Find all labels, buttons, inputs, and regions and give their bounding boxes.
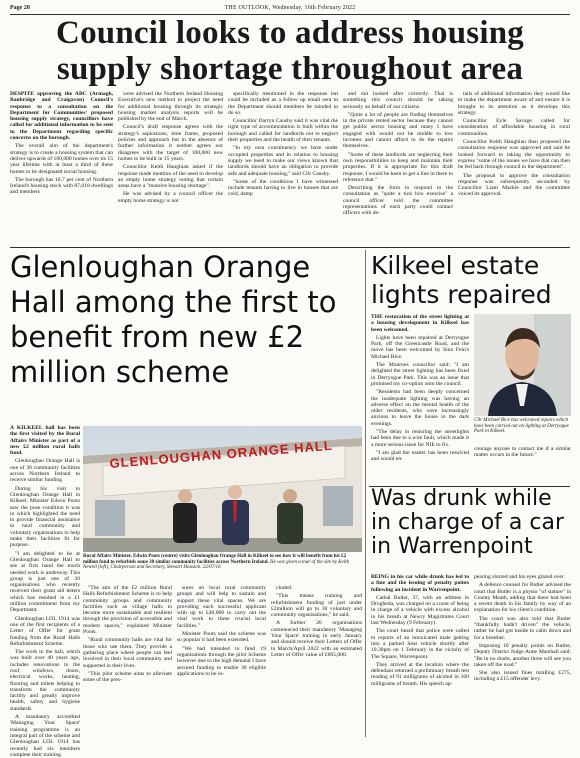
paragraph: Councillor Keith Haughian then proposed the consultation response was approved and said he looked forward to taking the opportunity to express "some of the issues we have that can then be fed back through council to the department". <box>458 139 570 171</box>
paragraph: "In my own constituency we have under occupied properties and in relation to housing supply we need to make our views known that landlords should have an obligation to provide safe and adequate housing," said Cllr Causby. <box>228 145 338 177</box>
paragraph: sures on local rural community groups and will help to sustain and support these vital spaces. We are providing each successful applicant with up to £40,000 to carry out the vital work to these crucial local facilities." <box>177 585 266 629</box>
page-number: Page 28 <box>10 5 30 11</box>
orange-hall-caption <box>83 554 362 582</box>
paragraph: "Some of these landlords are neglecting their own responsibilities to keep and maintain their properties. If it is appropriate for this draft response, I would be keen to get a line in there to reference that." <box>343 151 453 183</box>
paragraph: Glenloughan LOL 1914 was one of the first recipients of a Letter of Offer for grant funding from the Rural Halls Refurbishment Scheme. <box>10 615 80 647</box>
orange-hall-lede: A KILKEEL hall has been the first visited by the Rural Affairs Minister as part of a new £2 million rural halls fund. <box>10 425 80 457</box>
main-story-col-1 <box>10 91 113 245</box>
paragraph: "This pilot scheme aims to alleviate some of the pres- <box>83 670 172 684</box>
orange-hall-headline: Glenloughan Orange Hall among the first to benefit from new £2 million scheme <box>10 250 337 389</box>
orange-hall-col-2 <box>83 585 172 733</box>
section-divider <box>10 247 570 248</box>
hall-sign-text: GLENLOUGHAN ORANGE HALL <box>109 437 334 471</box>
paragraph: "The delay in restoring the streetlights had been due to a wire fault, which made it a more serious issue for NIE to fix. <box>371 429 469 448</box>
paragraph: "I am delighted to be at Glenloughan Orange Hall to see at first hand the much needed work is underway. This group is just one of 30 organisations who recently received their grant aid letters which has resulted in a £1 million commitment from my Department. <box>10 550 80 614</box>
kilkeel-caption: Cllr Michael Rice has welcomed repairs which have been carried out on lighting at Derryogue Park in Kilkeel. <box>474 418 569 435</box>
paragraph: and not looked after correctly. That is something this council should be taking seriously on behalf of our citizens. <box>343 91 453 110</box>
paragraph: Describing the form to respond to the consultation as "quite a tick box exercise" a council officer told the committee representations of each party could contact officers with de- <box>343 185 453 217</box>
main-story-col-5 <box>458 91 570 245</box>
kilkeel-col-1 <box>371 314 469 484</box>
paragraph: They arrived at the location where the defendant returned a preliminary breath test reading of 91 milligrams of alcohol in 100 milligrams of breath. His speech ap- <box>371 661 470 687</box>
warrenpoint-col-2 <box>474 574 571 733</box>
orange-hall-photo <box>83 426 362 552</box>
paragraph: "We had intended to fund 19 organisations through the pilot Scheme however due to the high demand I have secured funding to enable 30 eligible applications to be in- <box>177 645 266 677</box>
warrenpoint-headline: Was drunk while in charge of a car in Warrenpoint <box>371 486 565 559</box>
main-story-col-4 <box>343 91 453 245</box>
page-header <box>10 3 570 13</box>
paragraph: cluded. <box>276 585 293 591</box>
paragraph: The overall aim of the department's strategy is to create a housing system that can deliver upwards of 100,000 homes over its 15 year lifetime with at least a third of these homes to be designated social housing. <box>10 143 113 175</box>
paragraph: "Some of the conditions I have witnessed include tenants having to live in houses that are cold, damp <box>228 178 338 198</box>
paragraph: "Rural community halls are vital for those who use them. They provide a gathering place where people can feel involved in their local community and supported in their lives. <box>83 637 172 669</box>
paragraph: pearing slurred and his eyes glazed over. <box>474 574 565 580</box>
paragraph: were advised the Northern Ireland Housing Executive's new method to project the need for additional housing through its strategic housing market analysis reports will be published by the end of March. <box>118 91 223 123</box>
paragraph: The Mournes councillor said: "I am delighted the street lighting has been fixed in Derryogue Park. This was an issue that promised my co-option onto the council. <box>371 362 469 387</box>
paragraph: A mandatory accredited 'Managing Your Space' training programme is an integral part of the scheme and Glenloughan LOL 1914 has recently had six members complete their training. <box>10 714 80 758</box>
paragraph: "I am glad the matter has been resolved and would en- <box>371 449 469 463</box>
paragraph: The work to the hall, which was built over 40 years ago, includes renovations to the roof, windows, doors, electrical works, heating, flooring and toilets helping to transform the community facility and greatly improve health, safety and hygiene standards. <box>10 649 80 712</box>
paragraph: She also issued fines totalling £275, including a £15 offender levy. <box>474 670 571 683</box>
main-lede: DESPITE approving the ABC (Armagh, Banbridge and Craigavon) Council's response to a consultation on the Department for Communities' proposed housing supply strategy, councillors have called for additional information to be sent to the Department regarding specific concerns on the borough. <box>10 91 113 142</box>
paragraph: Imposing 10 penalty points on Butler, Deputy District Judge Anne Marshall said: "Be in no doubt, another three will see you taken off the road." <box>474 642 571 668</box>
kilkeel-lede: THE restoration of the street lighting at a housing development in Kilkeel has been welcomed. <box>371 314 469 333</box>
warrenpoint-lede: BEING in his car while drunk has led to a fine and the issuing of penalty points following an incident in Warrenpoint. <box>371 574 469 593</box>
orange-hall-col-4 <box>271 585 362 733</box>
paragraph: Councillor Darryn Causby said it was vital the right type of accommodation is built within the borough and called for landlords not to neglect their properties and the health of their tenants. <box>228 118 338 144</box>
masthead: THE OUTLOOK, Wednesday, 16th February 2022 <box>224 5 356 11</box>
paragraph: Councillor Keith Haughian asked if the response made mention of the need to develop an empty home strategy noting that certain areas have a "massive housing shortage". <box>118 164 223 190</box>
kilkeel-photo <box>474 314 571 416</box>
kilkeel-headline: Kilkeel estate lights repaired <box>371 251 552 309</box>
orange-hall-col-3 <box>177 585 266 733</box>
main-headline: Council looks to address housing supply shortage throughout area <box>56 15 524 87</box>
paragraph: The proposal to approve the consultation response was subsequently seconded by Councillor Liam Mackle and the committee voiced its approval. <box>458 172 570 198</box>
paragraph: Minister Poots said the scheme was so popular it had been extended. <box>177 631 266 644</box>
orange-hall-col-1 <box>10 425 80 758</box>
paragraph: "Residents had been deeply concerned the inadequate lighting was having an adverse effect on the mental health of the older residents, who were increasingly anxious to leave the house in the dark evenings. <box>371 389 469 427</box>
column-divider <box>365 250 366 737</box>
paragraph: The court was also told that Butler "thankfully hadn't driven" the vehicle, rather he had got inside to calm down and for a breather. <box>474 615 571 641</box>
paragraph: A further 20 organisations commenced their mandatory 'Managing Your Space' training in early January and should receive their Letters of Offer in March/April 2022 with an estimated Letter of Offer value of £665,000. <box>271 620 362 658</box>
paragraph: courage anyone to contact me if a similar matter occurs in the future." <box>474 446 571 459</box>
main-story-col-2 <box>118 91 223 245</box>
paragraph: The court heard that police were called to reports of an intoxicated male getting into a parked Seat vehicle shortly after 10.30pm on 1 February in the vicinity of The Square, Warrenpoint. <box>371 628 469 660</box>
caption-bold: Rural Affairs Minister, Edwin Poots (centre) visits Glenloughan Orange Hall in Kilkeel to see how it will benefit from his £2 million fund to refurbish some 30 similar community facilities across Northern Ireland. <box>83 554 347 565</box>
paragraph: "The aim of the £2 million Rural Halls Refurbishment Scheme is to help community groups and community facilities such as village halls to become more sustainable and resilient through the provision of accessible and modern spaces," explained Minister Poots. <box>83 585 172 636</box>
caption-rest: He was given a tour of the site by Keith Newell (left), Chairperson and Secretary, Stewart Houston. 22/07/16 <box>83 559 350 571</box>
paragraph: specifically mentioned in the response but could be included as a follow up email sent to the Department should members be minded to do so. <box>228 91 338 116</box>
paragraph: Glenloughan Orange Hall is one of 30 community facilities across Northern Ireland to receive similar funding. <box>10 458 80 484</box>
councillor-portrait <box>474 314 571 416</box>
paragraph: A defence counsel for Butler advised the court that Butler is a physio "of stature" in County Meath, adding that there had been a recent death in his family by way of an explanation for his client's condition. <box>474 582 571 614</box>
paragraph: Lights have been repaired at Derryogue Park, off the Greencastle Road, and the move has been welcomed by Sinn Fein's Michael Rice. <box>371 334 469 360</box>
paragraph: He was advised by a council officer the empty home strategy is not <box>118 191 223 204</box>
paragraph: "This means training and refurbishment funding of just under £2million will go to 30 voluntary and community organisations," he said. <box>271 593 362 619</box>
paragraph: Councillor Eyle Savage called for consideration of affordable housing in rural communities. <box>458 118 570 137</box>
kilkeel-col-2 <box>474 446 571 482</box>
paragraph: Council's draft response agrees with the strategy's aspirations, time frame, proposed policies and approach but in the absence of further information it neither agrees nor disagrees with the target of 100,000 new homes to be built in 15 years. <box>118 124 223 162</box>
paragraph: Cathal Butler, 37, with an address in Drogheda, was charged on a count of being in charge of a vehicle with excess alcohol in his breath at Newry Magistrates Court last Wednesday (9 February). <box>371 594 469 627</box>
warrenpoint-col-1 <box>371 574 469 733</box>
paragraph: tails of additional information they would like to make the department aware of and ensure it is brought to its attention as it develops this strategy. <box>458 91 570 116</box>
main-story-col-3 <box>228 91 338 245</box>
paragraph: The borough has 10.7 per cent of Northern Ireland's housing stock with 87,618 dwellings and members <box>10 176 113 196</box>
paragraph: During his visit to Glenloughan Orange Hall in Kilkeel, Minister Edwin Poots saw the pose condition it was in which highlighted the need to provide financial assistance to rural community and voluntary organisations to help make their facilities fit for purpose. <box>10 485 80 549</box>
paragraph: "Quite a lot of people are finding themselves in the private rented sector because they cannot get public sector housing and many I have engaged with would not be middle to low incomes and cannot afford to do the repairs themselves. <box>343 111 453 150</box>
